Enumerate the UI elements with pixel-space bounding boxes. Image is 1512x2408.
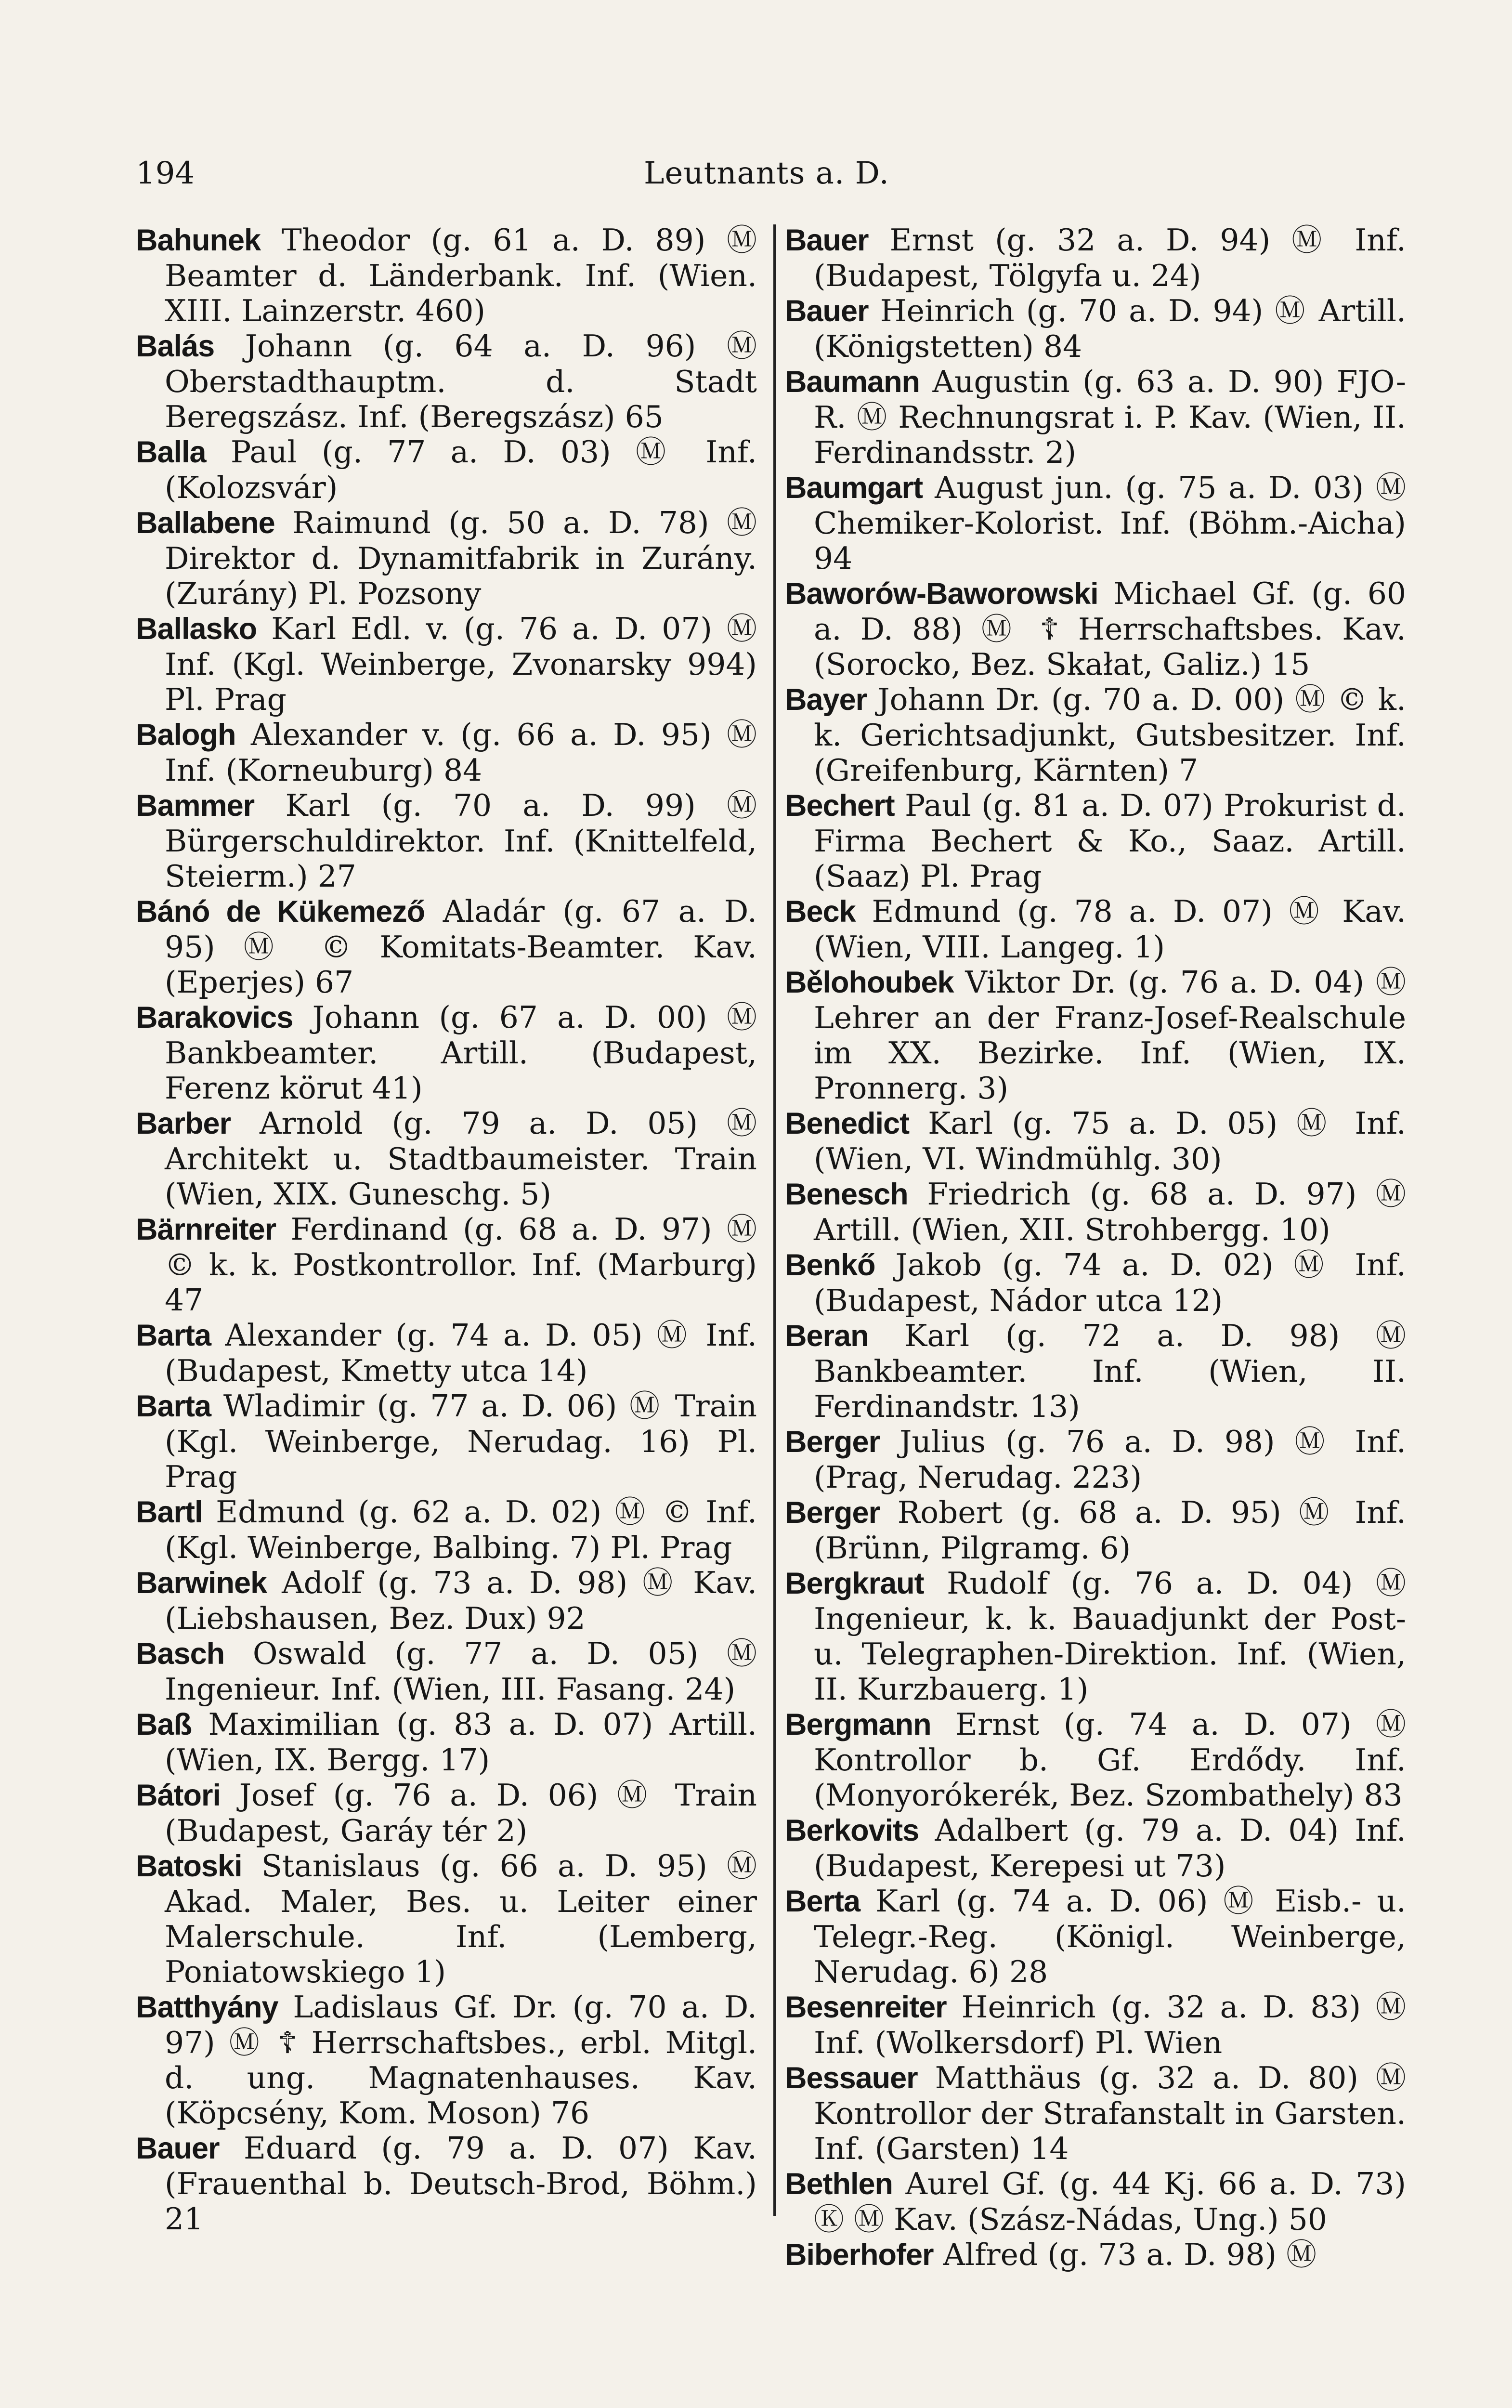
entry-details: Maximilian (g. 83 a. D. 07) Artill. (Wien, IX. Bergg. 17) — [165, 1707, 757, 1778]
entry-details: Johann (g. 64 a. D. 96) Ⓜ Oberstadthauptm. d. Stadt Beregszász. Inf. (Beregszász) 65 — [165, 328, 757, 434]
directory-entry — [136, 222, 757, 328]
entry-surname: Benedict — [785, 1107, 910, 1140]
directory-entry — [136, 788, 757, 894]
entry-details: Matthäus (g. 32 a. D. 80) Ⓜ Kontrollor der Strafanstalt in Garsten. Inf. (Garsten) 14 — [814, 2060, 1406, 2166]
entry-details: Eduard (g. 79 a. D. 07) Kav. (Frauenthal b. Deutsch-Brod, Böhm.) 21 — [165, 2131, 757, 2237]
entry-details: Alfred (g. 73 a. D. 98) Ⓜ — [943, 2237, 1317, 2272]
entry-details: Karl (g. 70 a. D. 99) Ⓜ Bürgerschuldirektor. Inf. (Knittelfeld, Steierm.) 27 — [165, 788, 757, 894]
entry-surname: Barakovics — [136, 1001, 293, 1034]
entry-surname: Bělohoubek — [785, 966, 954, 999]
entry-surname: Barber — [136, 1107, 231, 1140]
directory-entry — [785, 1106, 1406, 1177]
entry-surname: Benkő — [785, 1248, 875, 1282]
directory-entry — [785, 1813, 1406, 1884]
directory-entry — [785, 2060, 1406, 2166]
entry-details: Jakob (g. 74 a. D. 02) Ⓜ Inf. (Budapest, Nádor utca 12) — [814, 1247, 1406, 1318]
entry-details: Raimund (g. 50 a. D. 78) Ⓜ Direktor d. Dynamitfabrik in Zurány. (Zurány) Pl. Pozsony — [165, 505, 757, 611]
directory-entry — [136, 1989, 757, 2131]
entry-surname: Bauer — [785, 223, 869, 257]
entry-details: Adolf (g. 73 a. D. 98) Ⓜ Kav. (Liebshausen, Bez. Dux) 92 — [165, 1565, 757, 1636]
directory-entry — [136, 1000, 757, 1106]
entry-details: Augustin (g. 63 a. D. 90) FJO-R. Ⓜ Rechnungsrat i. P. Kav. (Wien, II. Ferdinandsstr. 2) — [814, 364, 1406, 470]
directory-entry — [785, 364, 1406, 470]
entry-surname: Basch — [136, 1637, 225, 1671]
entry-surname: Bethlen — [785, 2167, 893, 2201]
entry-details: Karl (g. 74 a. D. 06) Ⓜ Eisb.- u. Telegr.-Reg. (Königl. Weinberge, Nerudag. 6) 28 — [814, 1884, 1406, 1989]
entry-surname: Balla — [136, 435, 206, 469]
directory-entry — [785, 965, 1406, 1106]
entry-surname: Bergmann — [785, 1708, 931, 1741]
running-title: Leutnants a. D. — [643, 156, 890, 191]
directory-entry — [785, 576, 1406, 682]
directory-entry — [785, 293, 1406, 364]
directory-entry — [136, 2131, 757, 2237]
entry-surname: Ballabene — [136, 506, 275, 540]
entry-surname: Balogh — [136, 718, 236, 752]
entry-surname: Baß — [136, 1708, 192, 1741]
entry-details: Alexander v. (g. 66 a. D. 95) Ⓜ Inf. (Korneuburg) 84 — [165, 717, 757, 788]
column-divider — [773, 224, 776, 2216]
entry-surname: Bechert — [785, 789, 895, 823]
directory-entry — [136, 717, 757, 788]
entry-details: Aurel Gf. (g. 44 Kj. 66 a. D. 73) Ⓚ Ⓜ Kav. (Szász-Nádas, Ung.) 50 — [814, 2166, 1406, 2237]
entry-details: Wladimir (g. 77 a. D. 06) Ⓜ Train (Kgl. Weinberge, Nerudag. 16) Pl. Prag — [165, 1388, 757, 1494]
entry-details: Edmund (g. 78 a. D. 07) Ⓜ Kav. (Wien, VIII. Langeg. 1) — [814, 894, 1407, 965]
entry-details: Heinrich (g. 32 a. D. 83) Ⓜ Inf. (Wolkersdorf) Pl. Wien — [814, 1989, 1406, 2060]
left-column — [136, 222, 757, 2237]
directory-entry — [785, 1707, 1406, 1813]
directory-entry — [136, 1212, 757, 1318]
entry-details: Karl (g. 75 a. D. 05) Ⓜ Inf. (Wien, VI. Windmühlg. 30) — [814, 1106, 1406, 1177]
entry-details: Friedrich (g. 68 a. D. 97) Ⓜ Artill. (Wien, XII. Strohbergg. 10) — [814, 1177, 1407, 1247]
entry-surname: Bauer — [136, 2132, 220, 2165]
entry-surname: Bátori — [136, 1779, 221, 1812]
right-column — [785, 222, 1406, 2273]
directory-entry — [136, 1318, 757, 1388]
entry-details: Oswald (g. 77 a. D. 05) Ⓜ Ingenieur. Inf. (Wien, III. Fasang. 24) — [165, 1636, 757, 1707]
entry-details: Ernst (g. 32 a. D. 94) Ⓜ Inf. (Budapest, Tölgyfa u. 24) — [814, 222, 1406, 293]
entry-surname: Berta — [785, 1885, 860, 1918]
entry-surname: Benesch — [785, 1178, 908, 1211]
directory-entry — [136, 611, 757, 717]
entry-surname: Baumgart — [785, 471, 923, 505]
entry-details: Theodor (g. 61 a. D. 89) Ⓜ Beamter d. Länderbank. Inf. (Wien. XIII. Lainzerstr. 460) — [165, 222, 757, 328]
entry-details: Arnold (g. 79 a. D. 05) Ⓜ Architekt u. Stadtbaumeister. Train (Wien, XIX. Guneschg. 5) — [165, 1106, 757, 1212]
directory-entry — [785, 1566, 1406, 1707]
directory-entry — [136, 1848, 757, 1989]
entry-details: August jun. (g. 75 a. D. 03) Ⓜ Chemiker-Kolorist. Inf. (Böhm.-Aicha) 94 — [814, 470, 1407, 576]
entry-surname: Berkovits — [785, 1814, 919, 1847]
entry-details: Stanislaus (g. 66 a. D. 95) Ⓜ Akad. Maler, Bes. u. Leiter einer Malerschule. Inf. (Lemberg, Poniatowskiego 1) — [165, 1848, 757, 1989]
entry-surname: Bahunek — [136, 223, 261, 257]
directory-entry — [136, 1565, 757, 1636]
entry-surname: Bartl — [136, 1495, 203, 1529]
entry-surname: Bayer — [785, 683, 867, 717]
entry-details: Karl (g. 72 a. D. 98) Ⓜ Bankbeamter. Inf. (Wien, II. Ferdinandstr. 13) — [814, 1318, 1406, 1424]
entry-surname: Bessauer — [785, 2061, 918, 2095]
directory-entry — [785, 2166, 1406, 2237]
directory-entry — [136, 894, 757, 1000]
entry-details: Ladislaus Gf. Dr. (g. 70 a. D. 97) Ⓜ ☦ Herrschaftsbes., erbl. Mitgl. d. ung. Magnatenhauses. Kav. (Köpcsény, Kom. Moson) 76 — [165, 1989, 757, 2131]
entry-details: Alexander (g. 74 a. D. 05) Ⓜ Inf. (Budapest, Kmetty utca 14) — [165, 1318, 757, 1388]
directory-entry — [785, 1177, 1406, 1247]
entry-surname: Batthyány — [136, 1990, 278, 2024]
entry-details: Robert (g. 68 a. D. 95) Ⓜ Inf. (Brünn, Pilgramg. 6) — [814, 1495, 1406, 1566]
entry-details: Adalbert (g. 79 a. D. 04) Inf. (Budapest, Kerepesi ut 73) — [814, 1813, 1407, 1884]
entry-surname: Bärnreiter — [136, 1213, 276, 1246]
entry-details: Rudolf (g. 76 a. D. 04) Ⓜ Ingenieur, k. k. Bauadjunkt der Post- u. Telegraphen-Direktion. Inf. (Wien, II. Kurzbauerg. 1) — [814, 1566, 1407, 1707]
page-header — [136, 147, 1397, 200]
entry-details: Paul (g. 77 a. D. 03) Ⓜ Inf. (Kolozsvár) — [165, 434, 757, 505]
entry-surname: Beck — [785, 895, 856, 929]
entry-details: Ferdinand (g. 68 a. D. 97) Ⓜ © k. k. Postkontrollor. Inf. (Marburg) 47 — [165, 1212, 757, 1318]
entry-surname: Berger — [785, 1425, 880, 1459]
entry-details: Heinrich (g. 70 a. D. 94) Ⓜ Artill. (Königstetten) 84 — [814, 293, 1406, 364]
directory-entry — [136, 328, 757, 434]
entry-surname: Beran — [785, 1319, 869, 1353]
directory-entry — [785, 894, 1406, 965]
directory-entry — [136, 1707, 757, 1778]
directory-entry — [785, 1247, 1406, 1318]
entry-details: Aladár (g. 67 a. D. 95) Ⓜ © Komitats-Beamter. Kav. (Eperjes) 67 — [165, 894, 757, 1000]
directory-entry — [785, 1495, 1406, 1566]
entry-surname: Balás — [136, 329, 215, 363]
entry-surname: Besenreiter — [785, 1990, 947, 2024]
directory-entry — [136, 1636, 757, 1707]
entry-details: Karl Edl. v. (g. 76 a. D. 07) Ⓜ Inf. (Kgl. Weinberge, Zvonarsky 994) Pl. Prag — [165, 611, 757, 717]
directory-entry — [136, 1388, 757, 1494]
entry-surname: Bánó de Kükemező — [136, 895, 425, 929]
entry-details: Viktor Dr. (g. 76 a. D. 04) Ⓜ Lehrer an der Franz-Josef-Realschule im XX. Bezirke. Inf. (Wien, IX. Pronnerg. 3) — [814, 965, 1406, 1106]
directory-entry — [785, 1884, 1406, 1989]
directory-entry — [136, 434, 757, 505]
entry-details: Ernst (g. 74 a. D. 07) Ⓜ Kontrollor b. Gf. Erdődy. Inf. (Monyorókerék, Bez. Szombathely) 83 — [814, 1707, 1406, 1813]
directory-entry — [136, 1106, 757, 1212]
entry-details: Michael Gf. (g. 60 a. D. 88) Ⓜ ☦ Herrschaftsbes. Kav. (Sorocko, Bez. Skałat, Galiz.) 15 — [814, 576, 1406, 682]
directory-entry — [785, 1424, 1406, 1495]
directory-entry — [136, 505, 757, 611]
entry-surname: Bammer — [136, 789, 255, 823]
entry-surname: Biberhofer — [785, 2238, 934, 2272]
entry-surname: Ballasko — [136, 612, 257, 646]
directory-entry — [785, 1318, 1406, 1424]
entry-details: Edmund (g. 62 a. D. 02) Ⓜ © Inf. (Kgl. Weinberge, Balbing. 7) Pl. Prag — [165, 1494, 757, 1565]
directory-entry — [785, 2237, 1406, 2273]
directory-entry — [785, 222, 1406, 293]
entry-details: Johann Dr. (g. 70 a. D. 00) Ⓜ © k. k. Gerichtsadjunkt, Gutsbesitzer. Inf. (Greifenburg, Kärnten) 7 — [814, 682, 1407, 788]
directory-entry — [136, 1494, 757, 1565]
entry-details: Julius (g. 76 a. D. 98) Ⓜ Inf. (Prag, Nerudag. 223) — [814, 1424, 1406, 1495]
entry-surname: Batoski — [136, 1849, 242, 1883]
entry-details: Paul (g. 81 a. D. 07) Prokurist d. Firma Bechert & Ko., Saaz. Artill. (Saaz) Pl. Prag — [814, 788, 1407, 894]
directory-entry — [785, 470, 1406, 576]
entry-surname: Berger — [785, 1496, 880, 1530]
entry-surname: Barta — [136, 1319, 211, 1352]
page-number: 194 — [136, 156, 195, 191]
directory-entry — [136, 1778, 757, 1848]
directory-entry — [785, 1989, 1406, 2060]
entry-surname: Baumann — [785, 365, 920, 399]
entry-surname: Bergkraut — [785, 1567, 924, 1600]
entry-details: Josef (g. 76 a. D. 06) Ⓜ Train (Budapest, Garáy tér 2) — [165, 1778, 757, 1848]
entry-details: Johann (g. 67 a. D. 00) Ⓜ Bankbeamter. Artill. (Budapest, Ferenz körut 41) — [165, 1000, 757, 1106]
entry-surname: Bauer — [785, 294, 869, 328]
directory-entry — [785, 788, 1406, 894]
directory-entry — [785, 682, 1406, 788]
entry-surname: Barwinek — [136, 1566, 267, 1600]
entry-surname: Barta — [136, 1389, 211, 1423]
entry-surname: Baworów-Baworowski — [785, 577, 1098, 611]
